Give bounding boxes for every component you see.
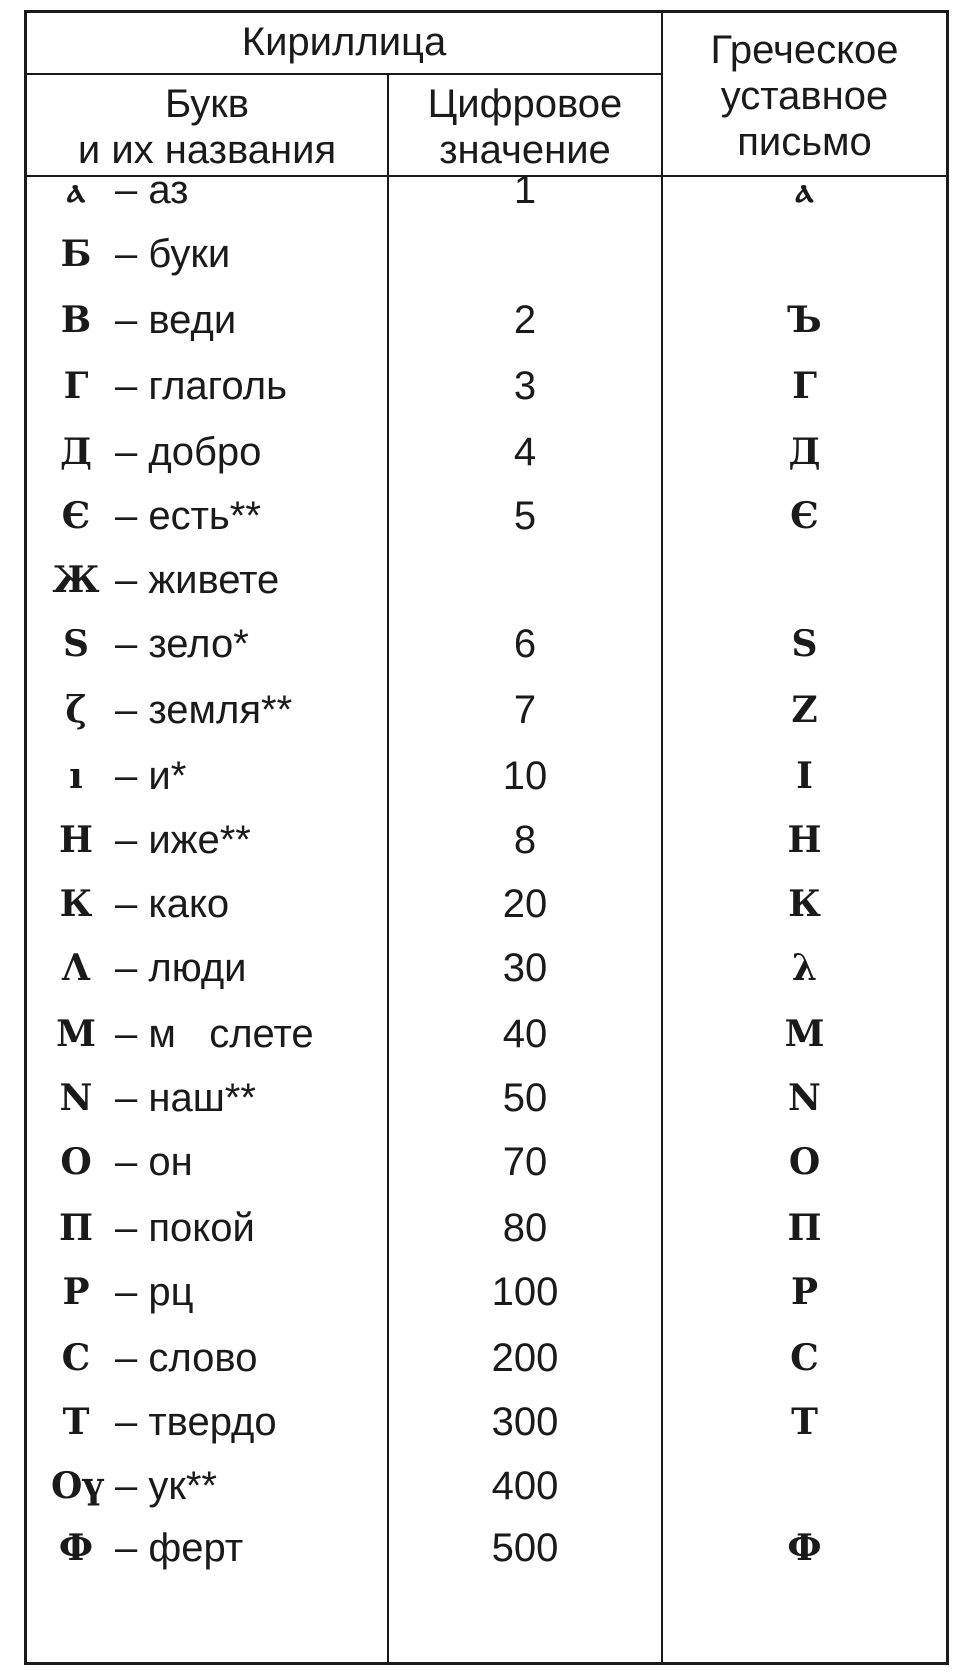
header-greek-line2: уставное	[720, 74, 889, 118]
header-subdivider	[27, 73, 661, 75]
table-row	[27, 1196, 946, 1262]
letter-name: – м слете	[115, 1012, 314, 1056]
numeric-value: 8	[513, 818, 537, 862]
header-cyrillic	[27, 19, 661, 65]
letter-name: – веди	[115, 298, 237, 342]
header-greek-line1: Греческое	[710, 28, 899, 72]
table-row	[27, 1002, 946, 1068]
numeric-value: 5	[513, 494, 537, 538]
table-row	[27, 1260, 946, 1326]
greek-uncial-glyph: Z	[791, 689, 818, 731]
alphabet-table	[24, 10, 949, 1665]
table-row	[27, 612, 946, 678]
greek-uncial-glyph: П	[787, 1207, 822, 1249]
numeric-value: 30	[502, 946, 548, 990]
table-row	[27, 808, 946, 874]
numeric-value: 300	[491, 1400, 559, 1444]
greek-uncial-glyph: Ъ	[787, 299, 822, 341]
letter-name: – ферт	[115, 1526, 244, 1570]
cyrillic-letter-glyph: К	[59, 883, 93, 925]
header-numeric-line2: значение	[439, 128, 611, 172]
table-row	[27, 1066, 946, 1132]
table-row	[27, 288, 946, 354]
header-greek-line3: письмо	[737, 120, 872, 164]
letter-name: – наш**	[115, 1076, 256, 1120]
numeric-value: 80	[502, 1206, 548, 1250]
cyrillic-letter-glyph: В	[60, 299, 92, 341]
greek-uncial-glyph: К	[788, 883, 821, 925]
cyrillic-letter-glyph: П	[59, 1207, 93, 1249]
letter-name: – люди	[115, 946, 247, 990]
letter-name: – твердо	[115, 1400, 277, 1444]
header-letters-line2: и их названия	[77, 128, 337, 172]
greek-uncial-glyph: N	[788, 1077, 821, 1119]
greek-uncial-glyph: λ	[791, 947, 818, 989]
numeric-value: 50	[502, 1076, 548, 1120]
greek-uncial-glyph: Ѕ	[791, 623, 818, 665]
table-row	[27, 354, 946, 420]
table-row	[27, 548, 946, 614]
greek-uncial-glyph: С	[790, 1337, 819, 1379]
letter-name: – зело*	[115, 622, 249, 666]
numeric-value: 2	[513, 298, 537, 342]
cyrillic-letter-glyph: Ж	[52, 559, 100, 601]
table-row	[27, 936, 946, 1002]
cyrillic-letter-glyph: ζ	[65, 689, 87, 731]
table-row	[27, 1454, 946, 1520]
table-row	[27, 678, 946, 744]
table-row	[27, 420, 946, 486]
cyrillic-letter-glyph: Оү	[51, 1465, 104, 1507]
letter-name: – буки	[115, 232, 231, 276]
greek-uncial-glyph: Т	[791, 1401, 818, 1443]
numeric-value: 200	[491, 1336, 559, 1380]
cyrillic-letter-glyph: М	[56, 1013, 96, 1055]
cyrillic-letter-glyph: Λ	[62, 947, 90, 989]
header-cyrillic-text: Кириллица	[241, 20, 447, 64]
cyrillic-letter-glyph: Р	[62, 1271, 90, 1313]
numeric-value: 40	[502, 1012, 548, 1056]
table-row	[27, 1326, 946, 1392]
numeric-value: 500	[491, 1526, 559, 1570]
letter-name: – иже**	[115, 818, 251, 862]
letter-name: – добро	[115, 430, 262, 474]
letter-name: – ук**	[115, 1464, 217, 1508]
table-row	[27, 1516, 946, 1582]
numeric-value: 6	[513, 622, 537, 666]
cyrillic-letter-glyph: С	[61, 1337, 91, 1379]
table-row	[27, 484, 946, 550]
cyrillic-letter-glyph: О	[60, 1141, 92, 1183]
greek-uncial-glyph: М	[784, 1013, 825, 1055]
letter-name: – глаголь	[115, 364, 287, 408]
letter-name: – рц	[115, 1270, 194, 1314]
cyrillic-letter-glyph: Є	[61, 495, 91, 537]
letter-name: – и*	[115, 754, 187, 798]
cyrillic-letter-glyph: Ф	[58, 1527, 94, 1569]
letter-name: – аз	[115, 168, 189, 212]
numeric-value: 100	[491, 1270, 559, 1314]
table-row	[27, 744, 946, 810]
numeric-value: 7	[513, 688, 537, 732]
cyrillic-letter-glyph: Б	[60, 233, 92, 275]
cyrillic-letter-glyph: S	[63, 623, 89, 665]
header-greek	[663, 27, 946, 165]
header-numeric-line1: Цифровое	[427, 82, 623, 126]
greek-uncial-glyph: О	[788, 1141, 821, 1183]
greek-uncial-glyph: Г	[792, 365, 817, 407]
letter-name: – живете	[115, 558, 280, 602]
greek-uncial-glyph: Н	[787, 819, 822, 861]
table-row	[27, 872, 946, 938]
numeric-value: 20	[502, 882, 548, 926]
letter-name: – он	[115, 1140, 193, 1184]
letter-name: – слово	[115, 1336, 258, 1380]
numeric-value: 400	[491, 1464, 559, 1508]
cyrillic-letter-glyph: Т	[62, 1401, 90, 1443]
letter-name: – покой	[115, 1206, 255, 1250]
numeric-value: 70	[502, 1140, 548, 1184]
table-row	[27, 158, 946, 224]
greek-uncial-glyph: Ι	[796, 755, 813, 797]
cyrillic-letter-glyph: Г	[63, 365, 89, 407]
table-row	[27, 222, 946, 288]
greek-uncial-glyph: ⲁ	[795, 169, 814, 211]
letter-name: – како	[115, 882, 230, 926]
greek-uncial-glyph: Д	[788, 431, 821, 473]
header-letters-line1: Букв	[164, 82, 250, 126]
letter-name: – есть**	[115, 494, 261, 538]
table-row	[27, 1390, 946, 1456]
cyrillic-letter-glyph: ı	[69, 755, 83, 797]
cyrillic-letter-glyph: N	[59, 1077, 93, 1119]
cyrillic-letter-glyph: Н	[58, 819, 93, 861]
numeric-value: 10	[502, 754, 548, 798]
greek-uncial-glyph: Є	[790, 495, 819, 537]
table-row	[27, 1130, 946, 1196]
cyrillic-letter-glyph: Д	[59, 431, 92, 473]
numeric-value: 4	[513, 430, 537, 474]
numeric-value: 3	[513, 364, 537, 408]
letter-name: – земля**	[115, 688, 293, 732]
cyrillic-letter-glyph: ⲁ	[67, 169, 85, 211]
numeric-value: 1	[513, 168, 537, 212]
greek-uncial-glyph: Ф	[787, 1527, 822, 1569]
greek-uncial-glyph: Р	[790, 1271, 819, 1313]
